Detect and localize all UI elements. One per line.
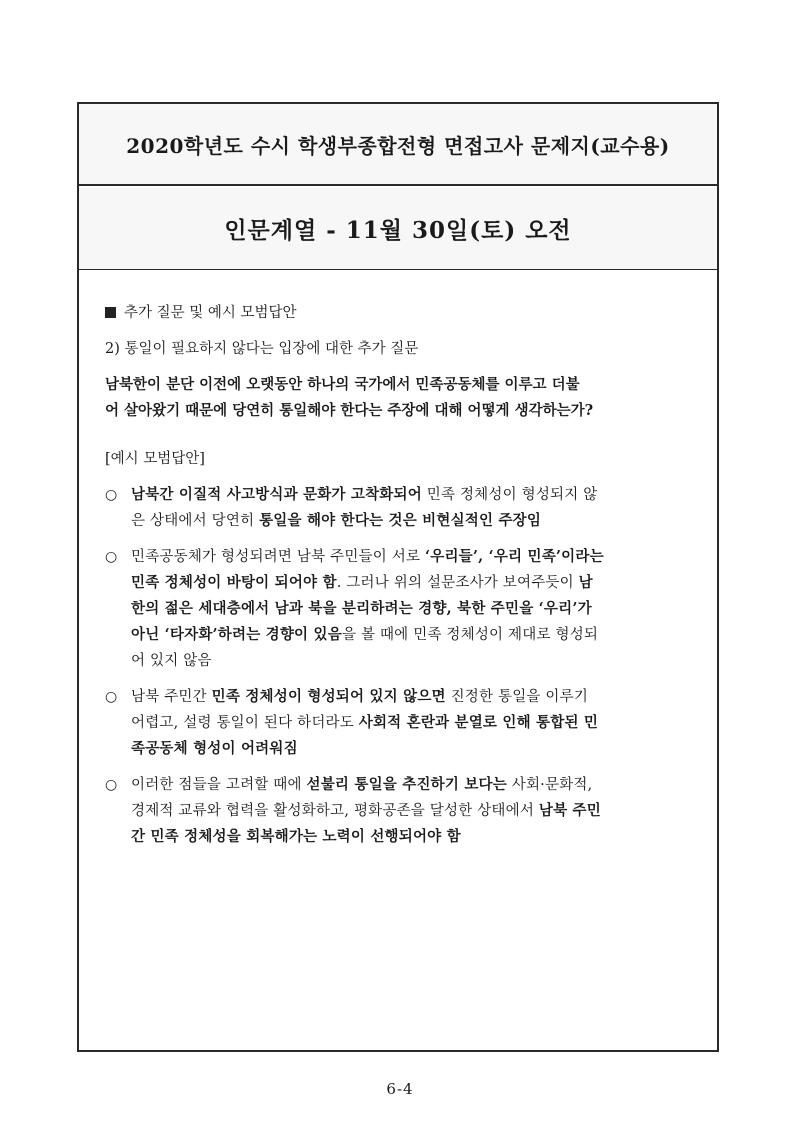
circle-bullet-icon: ○ — [105, 487, 118, 503]
answer-text: 민족 정체성이 형성되어 있지 않으면 — [211, 688, 446, 705]
answer-heading: [예시 모범답안] — [105, 451, 205, 467]
answer-text: 남북간 이질적 사고방식과 문화가 고착화되어 — [131, 486, 422, 503]
answer-text: ‘우리들’, ‘우리 민족’이라는 — [424, 548, 604, 565]
answer-text: 이러한 점들을 고려할 때에 — [131, 777, 307, 793]
circle-bullet-icon: ○ — [105, 777, 118, 793]
answer-text: . 그러나 위의 설문조사가 보여주듯이 — [336, 575, 579, 591]
answer-item — [105, 772, 701, 850]
section-heading-row — [105, 300, 701, 326]
answer-text: 남북 주민 — [538, 802, 601, 819]
answer-text: 진정한 통일을 이루기 — [445, 689, 589, 705]
answer-item — [105, 482, 701, 534]
section-heading: 추가 질문 및 예시 모범답안 — [124, 305, 297, 321]
answer-item — [105, 544, 701, 674]
answer-text: 민족 정체성이 형성되지 않 — [421, 487, 598, 503]
document-title: 2020학년도 수시 학생부종합전형 면접고사 문제지(교수용) — [126, 133, 670, 158]
answer-item — [105, 684, 701, 762]
circle-bullet-icon: ○ — [105, 549, 118, 565]
question-line-2: 어 살아왔기 때문에 당연히 통일해야 한다는 주장에 대해 어떻게 생각하는가? — [105, 402, 594, 419]
document-frame — [77, 102, 719, 1052]
circle-bullet-icon: ○ — [105, 689, 118, 705]
answer-text: 어렵고, 설령 통일이 된다 하더라도 — [131, 715, 359, 731]
answer-text: 민족 정체성이 바탕이 되어야 함 — [131, 574, 337, 591]
page-number: 6-4 — [386, 1080, 414, 1098]
answer-text: 경제적 교류와 협력을 활성화하고, 평화공존을 달성한 상태에서 — [131, 803, 539, 819]
answer-text: 은 상태에서 당연히 — [131, 513, 260, 529]
title-box — [79, 104, 717, 186]
answer-text: 통일을 해야 한다는 것은 비현실적인 주장임 — [259, 512, 542, 529]
answer-text: 을 볼 때에 민족 정체성이 제대로 형성되 — [341, 627, 599, 643]
question-label: 2) 통일이 필요하지 않다는 입장에 대한 추가 질문 — [105, 341, 419, 357]
answer-text: 사회적 혼란과 분열로 인해 통합된 민 — [358, 714, 599, 731]
answer-text: 어 있지 않음 — [131, 653, 212, 669]
document-subtitle: 인문계열 - 11월 30일(토) 오전 — [224, 217, 572, 244]
answer-text: 남북 주민간 — [131, 689, 212, 705]
answer-text: 사회·문화적, — [506, 777, 593, 793]
content-area — [105, 300, 701, 860]
square-bullet-icon — [105, 307, 116, 318]
subtitle-box — [79, 188, 717, 270]
answer-text: 민족공동체가 형성되려면 남북 주민들이 서로 — [131, 549, 425, 565]
answer-text: 남 — [578, 574, 593, 591]
answer-text: 아닌 ‘타자화’하려는 경향이 있음 — [131, 626, 342, 643]
answer-text: 간 민족 정체성을 회복해가는 노력이 선행되어야 함 — [131, 828, 461, 845]
answer-text: 족공동체 형성이 어려워짐 — [131, 740, 298, 757]
answer-text: 섣불리 통일을 추진하기 보다는 — [306, 776, 507, 793]
question-line-1: 남북한이 분단 이전에 오랫동안 하나의 국가에서 민족공동체를 이루고 더불 — [105, 376, 580, 393]
answer-text: 한의 젊은 세대층에서 남과 북을 분리하려는 경향, 북한 주민을 ‘우리’가 — [131, 600, 592, 617]
